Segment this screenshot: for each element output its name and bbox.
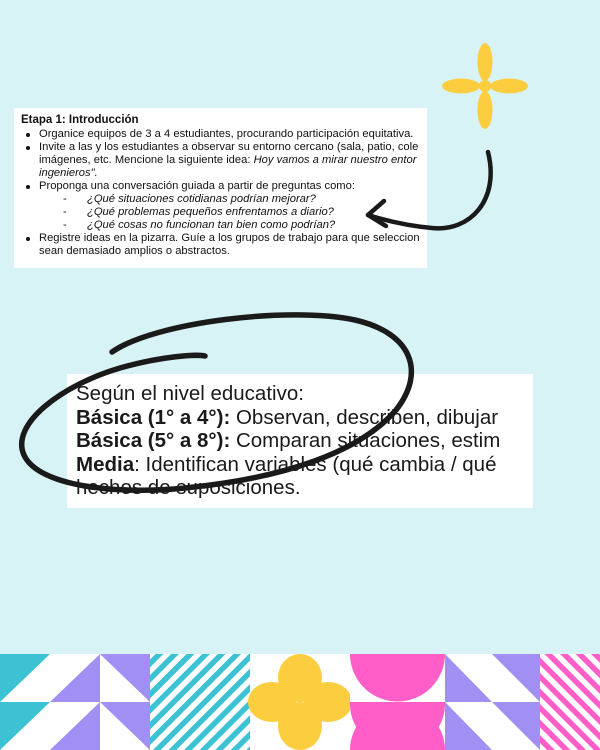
curved-arrow-icon	[368, 152, 491, 228]
geometric-pattern-band	[0, 654, 600, 750]
hand-drawn-circle	[22, 315, 412, 490]
bullet-teams: Organice equipos de 3 a 4 estudiantes, procurando participación equitativa.	[21, 128, 427, 141]
level-basica-5-8: Básica (5° a 8°): Comparan situaciones, estim	[76, 429, 501, 452]
bullet-register: Registre ideas en la pizarra. Guíe a los grupos de trabajo para que seleccion sean demasiado amplios o abstractos.	[21, 232, 427, 258]
question-item: - ¿Qué problemas pequeños enfrentamos a diario?	[39, 206, 427, 219]
stage-heading: Etapa 1: Introducción	[21, 114, 139, 126]
bullet-invite: Invite a las y los estudiantes a observar su entorno cercano (sala, patio, cole imágenes, etc. Mencione la siguiente idea: Hoy vamos a mirar nuestro entor ingenieros".	[21, 141, 427, 180]
level-basica-1-4: Básica (1° a 4°): Observan, describen, dibujar	[76, 405, 499, 429]
question-item: - ¿Qué situaciones cotidianas podrían mejorar?	[39, 193, 427, 206]
level-media: Media: Identifican variables (qué cambia / qué	[76, 452, 497, 476]
question-item: - ¿Qué cosas no funcionan tan bien como podrían?	[39, 219, 427, 232]
level-media-continued: hechos de suposiciones.	[76, 476, 301, 499]
levels-intro: Según el nivel educativo:	[76, 382, 304, 405]
bullet-conversation: Proponga una conversación guiada a partir de preguntas como: - ¿Qué situaciones cotidianas podrían mejorar? - ¿Qué problemas pequeños enfrentamos a diario? - ¿Qué cosas no funcionan tan bien como podrían?	[21, 180, 427, 232]
four-petal-flower-icon	[442, 43, 528, 129]
